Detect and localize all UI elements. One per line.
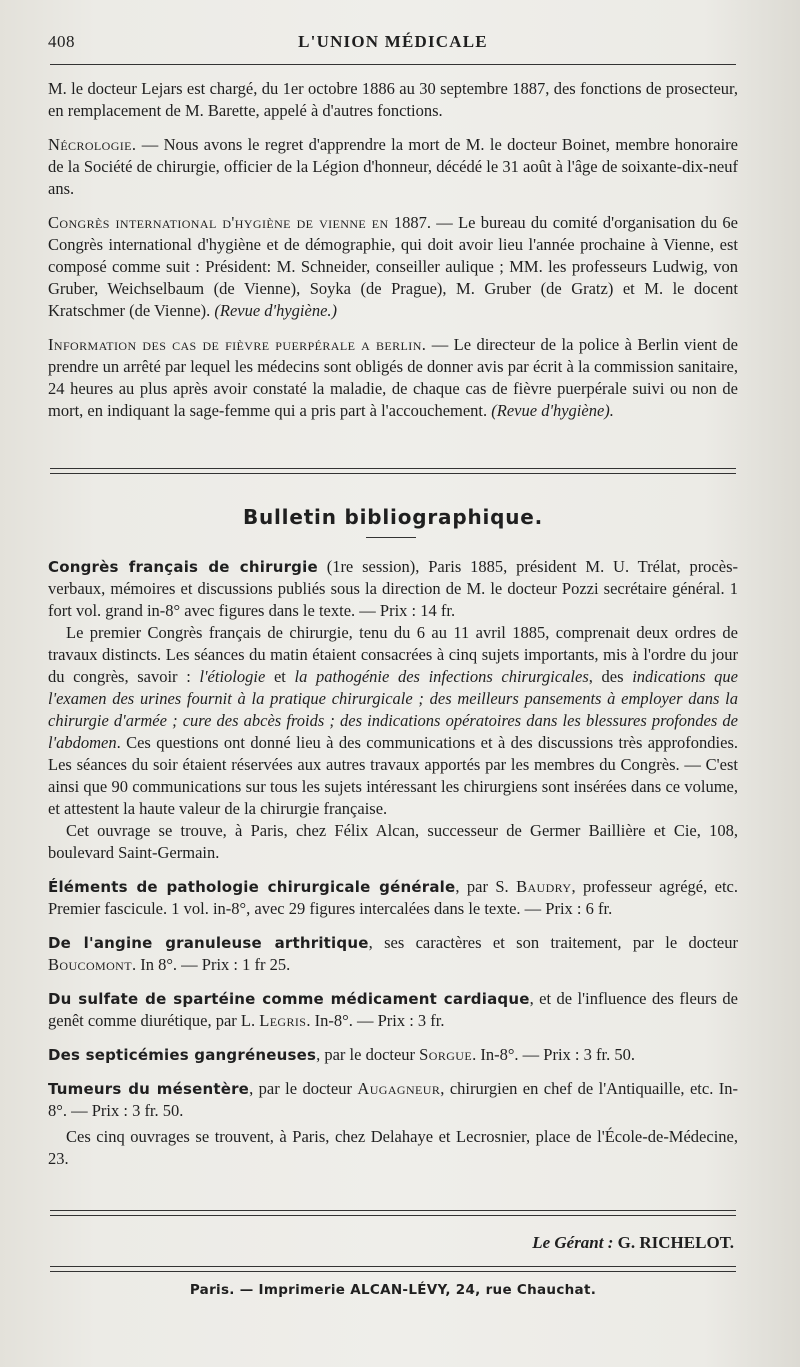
bulletin-title: Bulletin bibliographique.: [242, 505, 544, 529]
title-underline: [366, 537, 416, 538]
bulletin-section: [48, 556, 738, 1170]
news-source: (Revue d'hygiène).: [491, 401, 614, 420]
section-divider: [50, 468, 736, 474]
review-paragraph: Le premier Congrès français de chirurgie, tenu du 6 au 11 avril 1885, comprenait deux ordres de travaux distincts. Les séances du matin étaient consacrées à cinq sujets importants, mis à l'ordre du jour du congrès, savoir : l'étiologie et la pathogénie des infections chirurgicales, des indications que l'examen des urines fournit à la pratique chirurgicale ; des meilleurs pansements à employer dans la chirurgie d'armée ; cure des abcès froids ; des indications opératoires dans les blessures profondes de l'abdomen. Ces questions ont donné lieu à des communications et à des discussions très approfondies. Les séances du soir étaient réservées aux autres travaux apportés par les membres du Congrès. — C'est ainsi que 90 communications sur tous les sujets intéressant les chirurgiens sont insérées dans ce volume, et attestent la haute valeur de la chirurgie française.: [48, 623, 738, 818]
footer-divider: [50, 1210, 736, 1216]
biblio-entry: Congrès français de chirurgie (1re session), Paris 1885, président M. U. Trélat, procès-verbaux, mémoires et discussions publiés sous la direction de M. le docteur Pozzi secrétaire général. 1 fort vol. grand in-8° avec figures dans le texte. — Prix : 14 fr.: [48, 557, 738, 620]
header-rule: [50, 64, 736, 65]
news-section: [48, 78, 738, 422]
biblio-entry: Du sulfate de spartéine comme médicament cardiaque, et de l'influence des fleurs de genêt comme diurétique, par L. Legris. In-8°. — Prix : 3 fr.: [48, 989, 738, 1030]
gerant-name: G. RICHELOT.: [617, 1233, 734, 1252]
book-title: Des septicémies gangréneuses: [48, 1046, 317, 1064]
book-title: Tumeurs du mésentère: [48, 1080, 250, 1098]
news-lead: Information des cas de fièvre puerpérale a berlin.: [48, 335, 427, 354]
news-lead: Nécrologie.: [48, 135, 137, 154]
biblio-entry: Éléments de pathologie chirurgicale générale, par S. Baudry, professeur agrégé, etc. Premier fascicule. 1 vol. in-8°, avec 29 figures intercalées dans le texte. — Prix : 6 fr.: [48, 877, 739, 918]
biblio-entry: Des septicémies gangréneuses, par le docteur Sorgue. In-8°. — Prix : 3 fr. 50.: [48, 1045, 635, 1064]
page-number: 408: [48, 32, 75, 51]
book-title: Éléments de pathologie chirurgicale générale: [48, 878, 456, 896]
biblio-entry: Tumeurs du mésentère, par le docteur Augagneur, chirurgien en chef de l'Antiquaille, etc. In-8°. — Prix : 3 fr. 50.: [48, 1079, 738, 1120]
printer-imprint: Paris. — Imprimerie ALCAN-LÉVY, 24, rue Chauchat.: [189, 1282, 597, 1298]
news-item-berlin: Information des cas de fièvre puerpérale a berlin. — Le directeur de la police à Berlin vient de prendre un arrêté par lequel les médecins sont obligés de donner avis par écrit à la commission sanitaire, 24 heures au plus après avoir constaté la maladie, de chaque cas de fièvre puerpérale suivi ou non de mort, en indiquant la sage-femme qui a pris part à l'accouchement. (Revue d'hygiène).: [48, 335, 738, 420]
news-item-lejars: M. le docteur Lejars est chargé, du 1er octobre 1886 au 30 septembre 1887, des fonctions de prosecteur, en remplacement de M. Barette, appelé à d'autres fonctions.: [48, 79, 738, 120]
news-item-necrologie: Nécrologie. — Nous avons le regret d'apprendre la mort de M. le docteur Boinet, membre honoraire de la Société de chirurgie, officier de la Légion d'honneur, décédé le 31 août à l'âge de soixante-dix-neuf ans.: [48, 135, 738, 198]
book-title: Congrès français de chirurgie: [48, 558, 318, 576]
gerant-signature: [532, 1233, 734, 1253]
running-title: L'UNION MÉDICALE: [298, 32, 488, 51]
news-source: (Revue d'hygiène.): [214, 301, 338, 320]
imprint-divider: [50, 1266, 736, 1272]
news-lead: Congrès international d'hygiène de vienne en: [48, 213, 389, 232]
review-availability: Cet ouvrage se trouve, à Paris, chez Félix Alcan, successeur de Germer Baillière et Cie, 108, boulevard Saint-Germain.: [48, 821, 738, 862]
biblio-entry: De l'angine granuleuse arthritique, ses caractères et son traitement, par le docteur Boucomont. In 8°. — Prix : 1 fr 25.: [48, 933, 738, 974]
news-item-congres: Congrès international d'hygiène de vienne en 1887. — Le bureau du comité d'organisation du 6e Congrès international d'hygiène et de démographie, qui doit avoir lieu l'année prochaine à Vienne, est composé comme suit : Président: M. Schneider, conseiller aulique ; MM. les professeurs Ludwig, von Gruber, Weichselbaum (de Vienne), Soyka (de Prague), M. Gruber (de Gratz) et M. le docent Kratschmer (de Vienne). (Revue d'hygiène.): [48, 213, 739, 320]
book-title: Du sulfate de spartéine comme médicament cardiaque: [48, 990, 530, 1008]
gerant-label: Le Gérant :: [532, 1233, 614, 1252]
book-title: De l'angine granuleuse arthritique: [48, 934, 369, 952]
running-head: [48, 32, 738, 60]
closing-note: Ces cinq ouvrages se trouvent, à Paris, chez Delahaye et Lecrosnier, place de l'École-de-Médecine, 23.: [48, 1127, 738, 1168]
